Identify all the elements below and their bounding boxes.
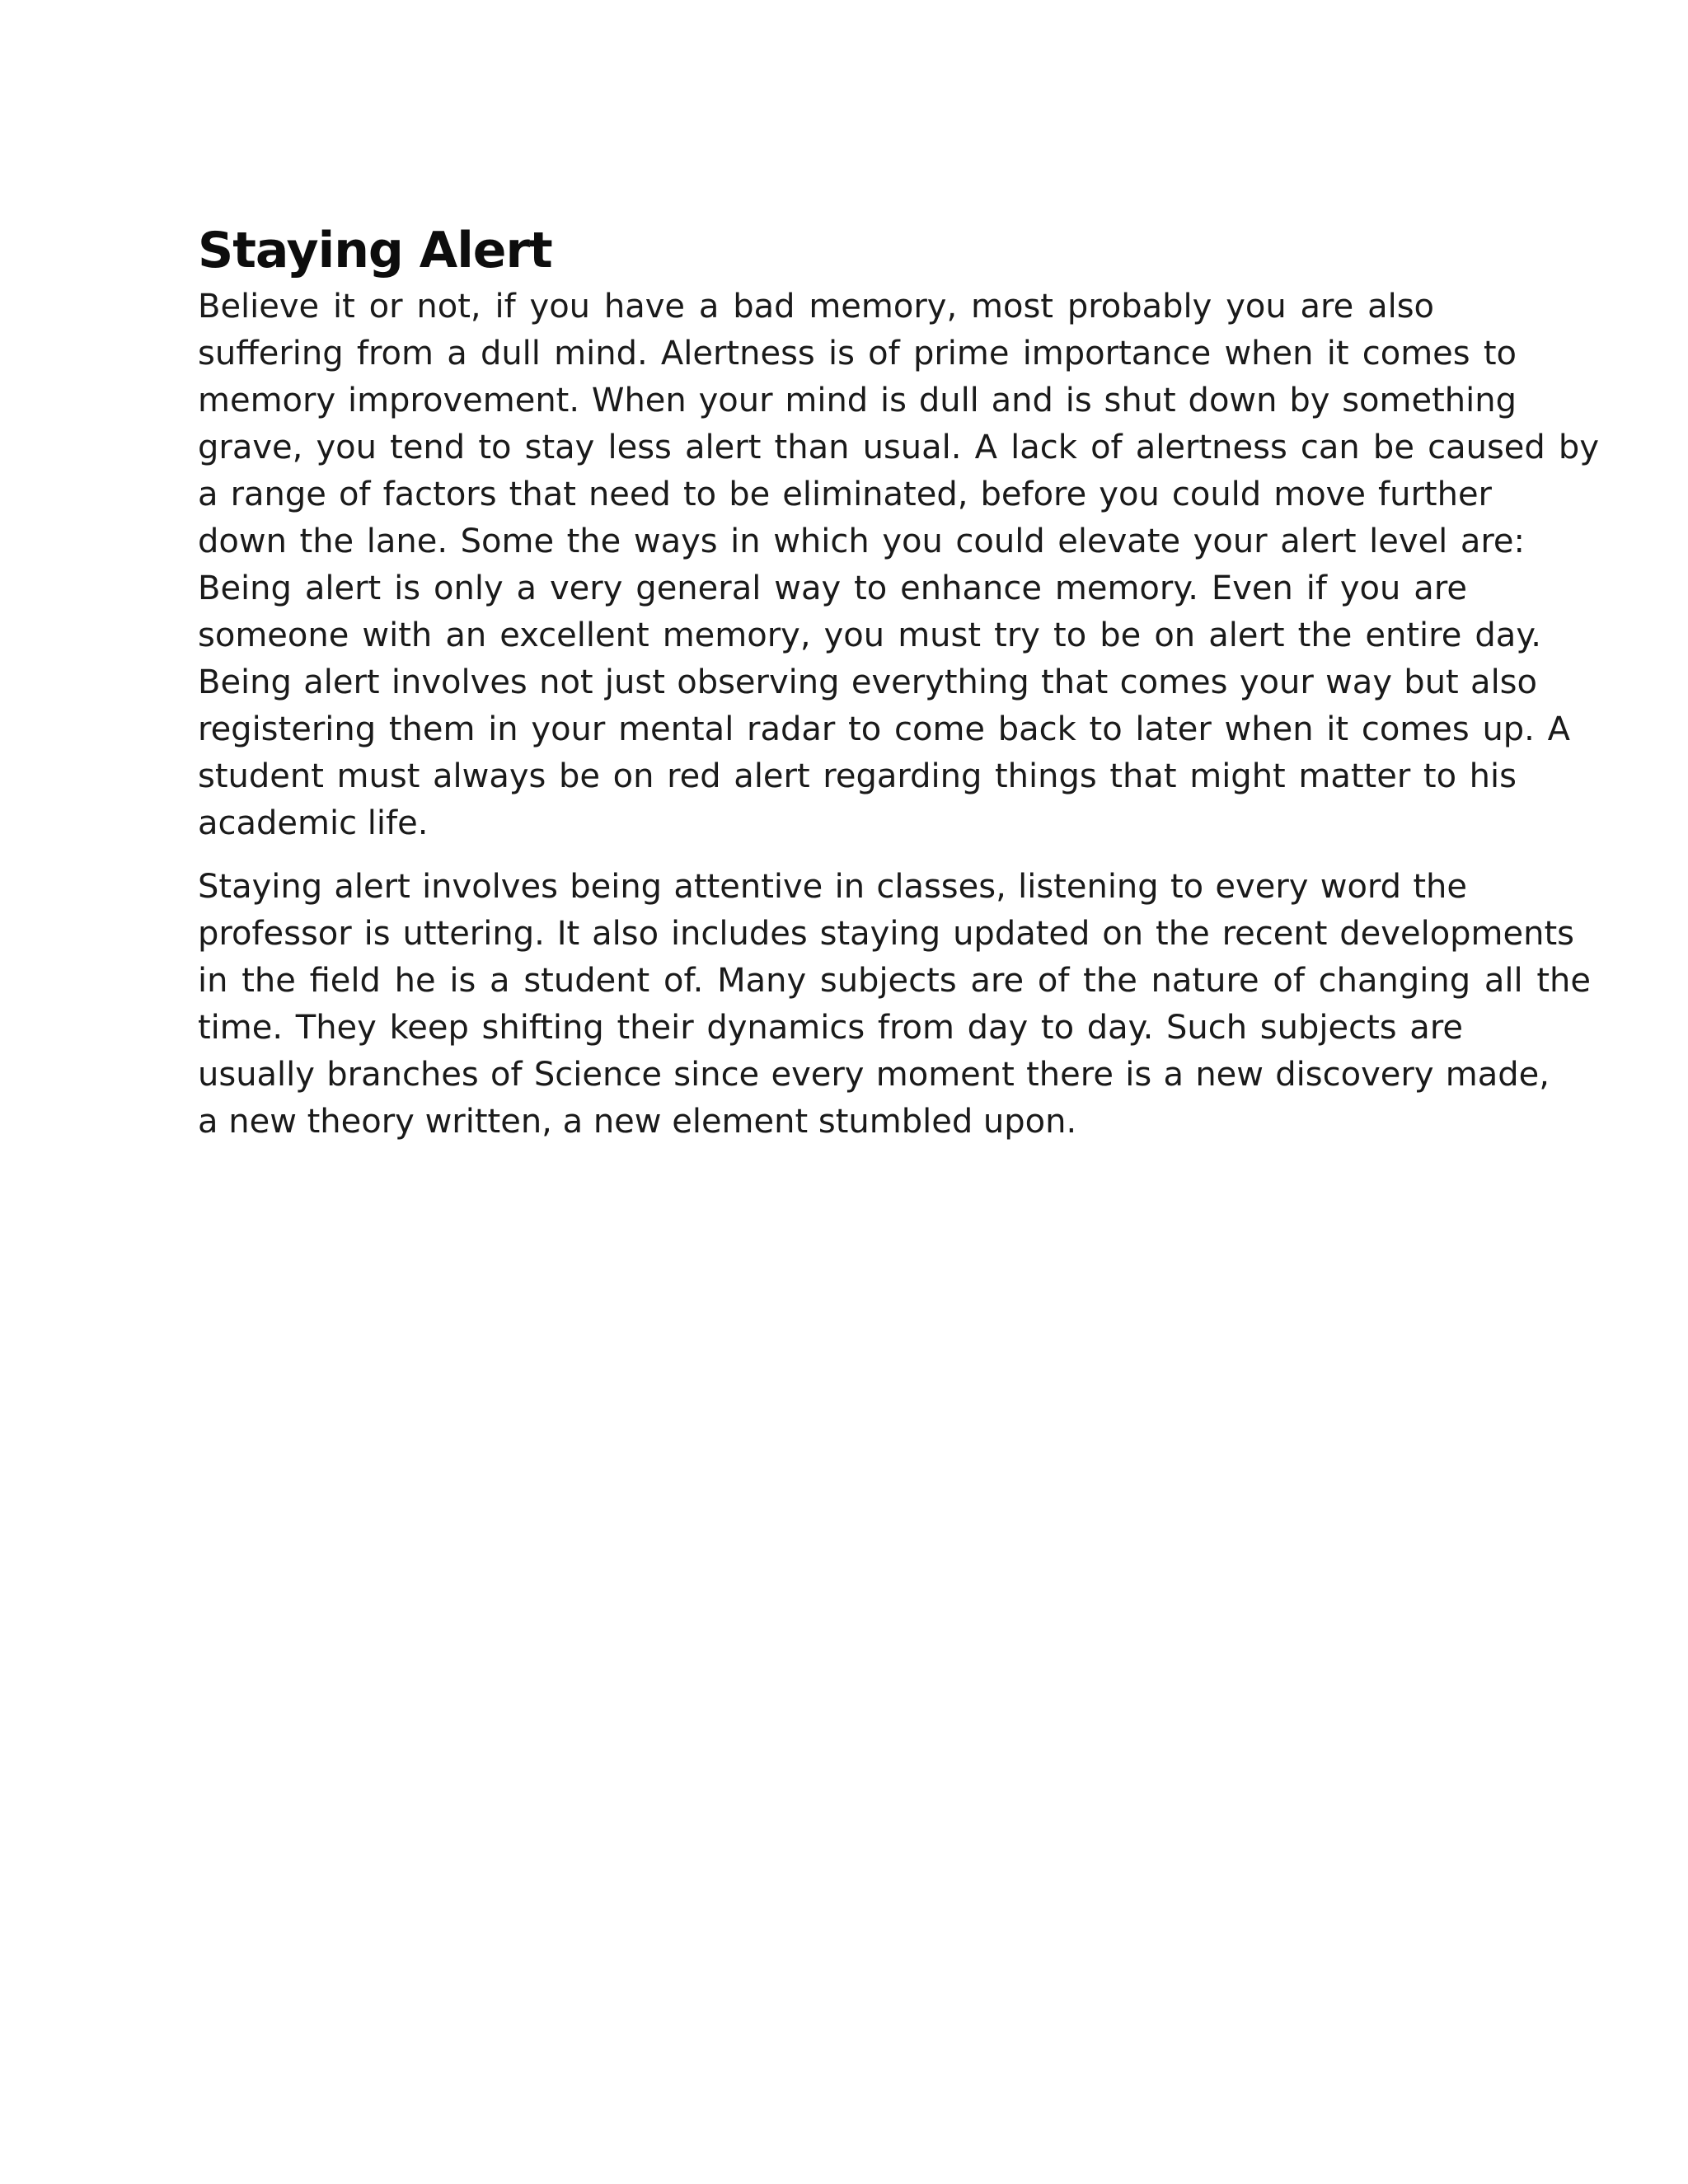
paragraph-1 (198, 284, 1615, 847)
text-line: student must always be on red alert regarding things that might matter to his (198, 757, 1517, 795)
text-line: professor is uttering. It also includes staying updated on the recent developments (198, 915, 1574, 953)
text-line: Staying alert involves being attentive in classes, listening to every word the (198, 868, 1467, 906)
text-line: in the field he is a student of. Many subjects are of the nature of changing all the (198, 962, 1591, 1000)
text-line: grave, you tend to stay less alert than usual. A lack of alertness can be caused by (198, 429, 1599, 466)
text-line: suffering from a dull mind. Alertness is of prime importance when it comes to (198, 335, 1517, 373)
text-line: memory improvement. When your mind is dull and is shut down by something (198, 382, 1517, 419)
text-line: someone with an excellent memory, you must try to be on alert the entire day. (198, 616, 1541, 654)
text-line: academic life. (198, 804, 429, 842)
text-line: a range of factors that need to be eliminated, before you could move further (198, 476, 1492, 513)
text-line: Being alert is only a very general way to enhance memory. Even if you are (198, 569, 1467, 607)
document-title: Staying Alert (198, 222, 552, 279)
text-line: registering them in your mental radar to come back to later when it comes up. A (198, 710, 1570, 748)
text-line: Being alert involves not just observing everything that comes your way but also (198, 663, 1537, 701)
paragraph-2 (198, 864, 1615, 1146)
document-content (198, 221, 1615, 1146)
text-line: usually branches of Science since every moment there is a new discovery made, (198, 1056, 1550, 1094)
text-line: down the lane. Some the ways in which you could elevate your alert level are: (198, 523, 1525, 560)
text-line: time. They keep shifting their dynamics from day to day. Such subjects are (198, 1009, 1463, 1047)
text-line: Believe it or not, if you have a bad memory, most probably you are also (198, 288, 1434, 326)
text-line: a new theory written, a new element stumbled upon. (198, 1103, 1077, 1141)
